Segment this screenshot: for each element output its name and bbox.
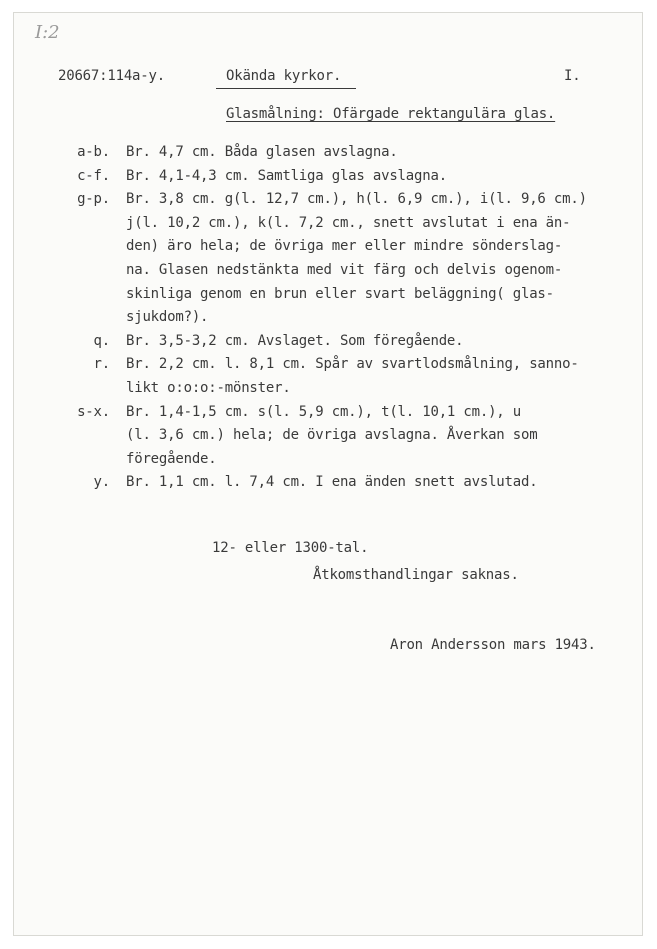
- entry-label: c-f.: [77, 168, 110, 184]
- location-underline: [216, 88, 356, 89]
- entry-label: g-p.: [77, 191, 110, 207]
- entry-text: sjukdom?).: [126, 309, 209, 325]
- entry-text: Br. 3,5-3,2 cm. Avslaget. Som föregående.: [126, 333, 464, 349]
- entry-label: q.: [93, 333, 110, 349]
- catalog-number: 20667:114a-y.: [58, 68, 165, 84]
- entry-text: likt o:o:o:-mönster.: [126, 380, 291, 396]
- entry-text: j(l. 10,2 cm.), k(l. 7,2 cm., snett avslutat i ena än-: [126, 215, 571, 231]
- entry-text: Br. 1,1 cm. l. 7,4 cm. I ena änden snett avslutad.: [126, 474, 538, 490]
- entry-text: Br. 4,1-4,3 cm. Samtliga glas avslagna.: [126, 168, 447, 184]
- entry-text: skinliga genom en brun eller svart beläggning( glas-: [126, 286, 554, 302]
- subject-heading: Glasmålning: Ofärgade rektangulära glas.: [226, 106, 556, 122]
- entry-label: a-b.: [77, 144, 110, 160]
- entry-text: Br. 3,8 cm. g(l. 12,7 cm.), h(l. 6,9 cm.), i(l. 9,6 cm.): [126, 191, 587, 207]
- handwritten-mark: I:2: [35, 22, 60, 43]
- entry-text: (l. 3,6 cm.) hela; de övriga avslagna. Åverkan som: [126, 427, 538, 443]
- entry-text: Br. 2,2 cm. l. 8,1 cm. Spår av svartlodsmålning, sanno-: [126, 356, 579, 372]
- section-number: I.: [564, 68, 581, 84]
- entry-text: Br. 4,7 cm. Båda glasen avslagna.: [126, 144, 398, 160]
- entry-label: y.: [93, 474, 110, 490]
- entry-text: na. Glasen nedstänkta med vit färg och delvis ogenom-: [126, 262, 563, 278]
- location-title: Okända kyrkor.: [226, 68, 342, 84]
- dating-line: 12- eller 1300-tal.: [212, 540, 369, 556]
- entry-label: r.: [93, 356, 110, 372]
- entry-text: Br. 1,4-1,5 cm. s(l. 5,9 cm.), t(l. 10,1 cm.), u: [126, 404, 521, 420]
- acquisition-line: Åtkomsthandlingar saknas.: [313, 567, 519, 583]
- entry-text: föregående.: [126, 451, 217, 467]
- entry-text: den) äro hela; de övriga mer eller mindre sönderslag-: [126, 238, 563, 254]
- entry-label: s-x.: [77, 404, 110, 420]
- signature-line: Aron Andersson mars 1943.: [390, 637, 596, 653]
